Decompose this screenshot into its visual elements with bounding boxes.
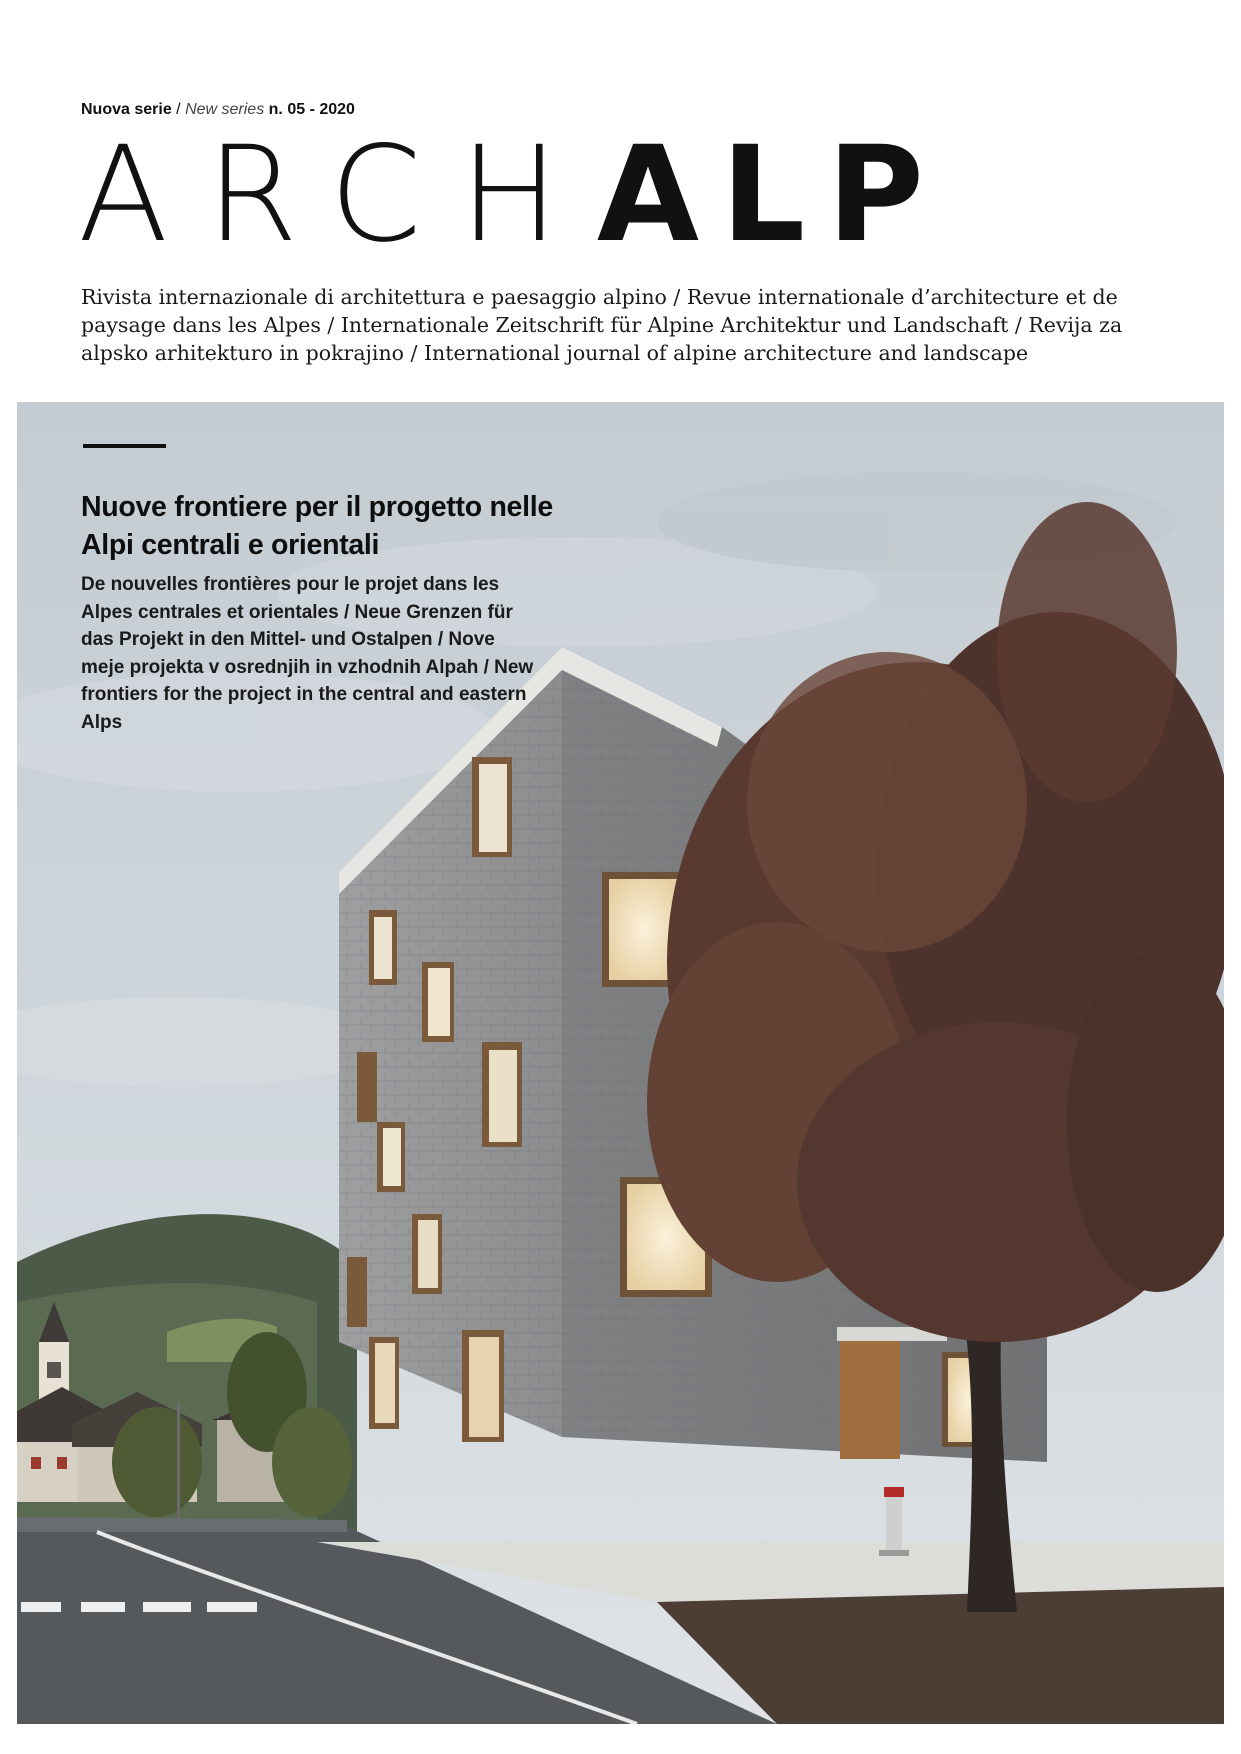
series-label-en: New series: [185, 101, 265, 118]
series-label-it: Nuova serie: [81, 101, 172, 118]
issue-number: n. 05 - 2020: [268, 101, 355, 118]
headline-rule: [83, 444, 166, 448]
cover-headline: Nuove frontiere per il progetto nelle Alpi centrali e orientali: [81, 491, 553, 561]
logo-light-part: ARCH: [78, 118, 597, 272]
journal-tagline: Rivista internazionale di architettura e paesaggio alpino / Revue internationale d’architecture et de paysage dans les Alpes / Internationale Zeitschrift für Alpine Architektur und Landschaft / Revija za alpsko arhitekturo in pokrajino / International journal of alpine architecture and landscape: [81, 285, 1123, 365]
magazine-logo: [78, 118, 946, 272]
cover-subheadline: De nouvelles frontières pour le projet dans les Alpes centrales et orientales / Neue Grenzen für das Projekt in den Mittel- und Ostalpen / Nove meje projekta v osrednjih in vzhodnih Alpah / New frontiers for the project in the central and eastern Alps: [81, 574, 534, 733]
logo-bold-part: ALP: [596, 118, 946, 272]
issue-line: [81, 100, 355, 120]
series-separator: /: [171, 101, 186, 118]
